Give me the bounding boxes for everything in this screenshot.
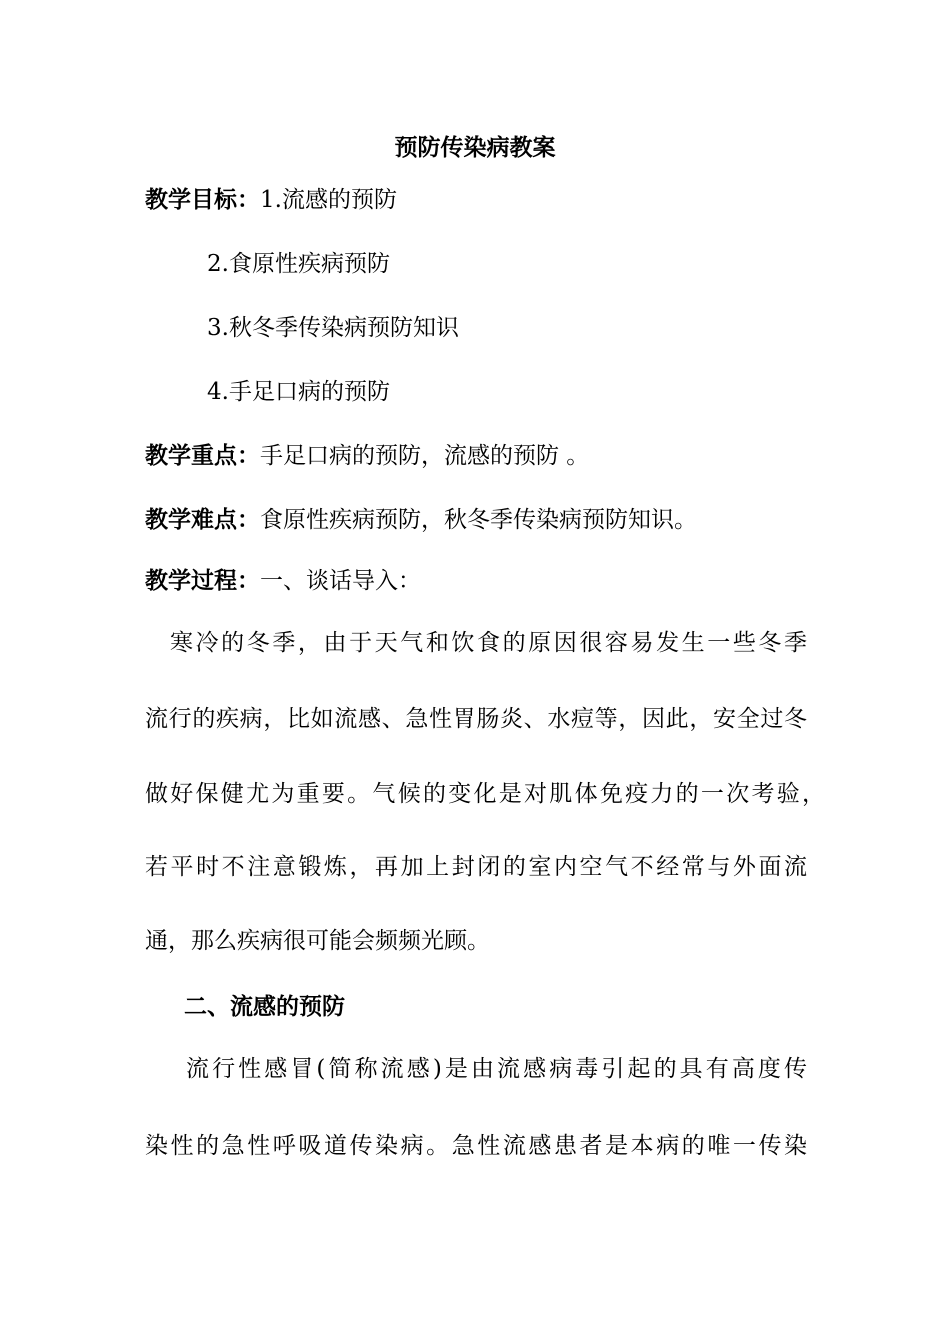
process-row [145,566,421,596]
key-points-row [145,441,589,471]
difficulties-label: 教学难点： [145,506,260,533]
objective-item: 1.流感的预防 [260,187,397,213]
process-label: 教学过程： [145,567,260,594]
objectives-label: 教学目标： [145,186,260,213]
objective-item: 4.手足口病的预防 [207,379,390,405]
paragraph-line: 通，那么疾病很可能会频频光顾。 [145,928,490,954]
paragraph-line: 流行的疾病，比如流感、急性胃肠炎、水痘等，因此，安全过冬 [145,706,807,732]
key-points-text: 手足口病的预防，流感的预防 。 [260,443,590,469]
difficulties-text: 食原性疾病预防，秋冬季传染病预防知识。 [260,507,697,533]
objective-item: 3.秋冬季传染病预防知识 [207,315,459,341]
objectives-row [145,185,397,215]
paragraph-line: 寒冷的冬季，由于天气和饮食的原因很容易发生一些冬季 [170,630,807,656]
paragraph-line: 若平时不注意锻炼，再加上封闭的室内空气不经常与外面流 [145,854,807,880]
paragraph-line: 染性的急性呼吸道传染病。急性流感患者是本病的唯一传染 [145,1133,807,1159]
process-text: 一、谈话导入： [260,568,421,594]
section-heading: 二、流感的预防 [184,993,345,1020]
objective-item: 2.食原性疾病预防 [207,251,390,277]
paragraph-line: 流行性感冒(简称流感)是由流感病毒引起的具有高度传 [186,1056,807,1082]
paragraph-line: 做好保健尤为重要。气候的变化是对肌体免疫力的一次考验， [145,781,825,807]
document-title: 预防传染病教案 [394,134,556,161]
key-points-label: 教学重点： [145,442,260,469]
difficulties-row [145,505,697,535]
